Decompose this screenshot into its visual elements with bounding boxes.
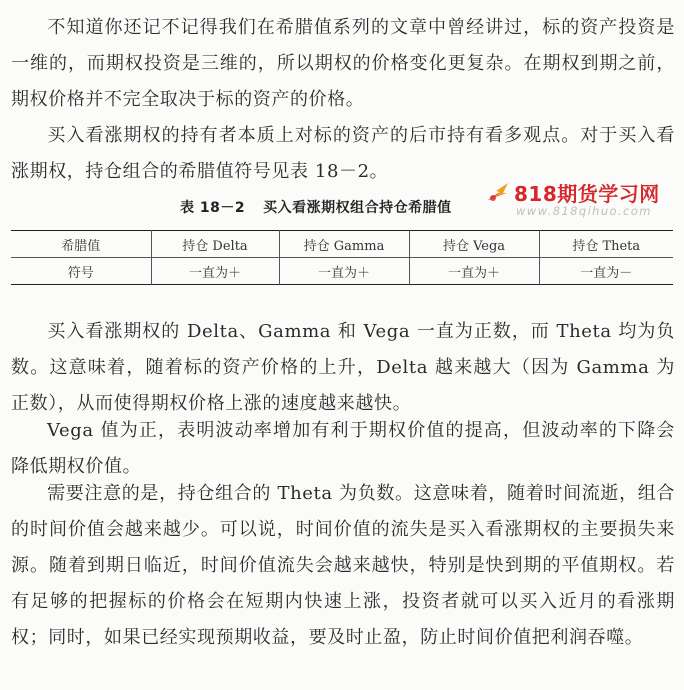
paragraph-5-text: 需要注意的是，持仓组合的 Theta 为负数。这意味着，随着时间流逝，组合的时间价值会越来越少。可以说，时间价值的流失是买入看涨期权的主要损失来源。随着到期日临近，时间价值流失会越来越快，特别是快到期的平值期权。若有足够的把握标的价格会在短期内快速上涨，投资者就可以买入近月的看涨期权；同时，如果已经实现预期收益，要及时止盈，防止时间价值把利润吞噬。 [11,483,675,648]
watermark-title: 818期货学习网 [514,182,660,206]
table-header-cell: 持仓 Theta [539,231,673,258]
paragraph-1-text: 不知道你还记不记得我们在希腊值系列的文章中曾经讲过，标的资产投资是一维的，而期权投资是三维的，所以期权的价格变化更复杂。在期权到期之前，期权价格并不完全取决于标的资产的价格。 [11,17,675,110]
table-caption [180,197,452,217]
table-cell: 符号 [67,265,94,281]
table-header-cell: 持仓 Delta [151,231,279,258]
paragraph-3-text: 买入看涨期权的 Delta、Gamma 和 Vega 一直为正数，而 Theta 均为负数。这意味着，随着标的资产价格的上升，Delta 越来越大（因为 Gamma 为正数），从而使得期权价格上涨的速度越来越快。 [11,321,675,414]
paragraph-5 [11,476,675,656]
paragraph-3 [11,314,675,422]
table-caption-number: 表 18－2 [180,200,246,216]
greeks-table [11,230,673,285]
table-cell: 一直为＋ [151,258,279,285]
table-cell: 一直为＋ [409,258,539,285]
table-header-cell: 持仓 Gamma [279,231,409,258]
paragraph-1 [11,10,675,118]
table-row [11,258,673,285]
site-watermark [486,178,662,222]
table-cell: 一直为－ [539,258,673,285]
watermark-url: www.818qihuo.com [516,204,652,218]
table-cell: 一直为＋ [279,258,409,285]
table-caption-title: 买入看涨期权组合持仓希腊值 [263,200,452,216]
table-header-cell: 持仓 Vega [409,231,539,258]
flame-arrow-logo-icon [486,180,512,204]
paragraph-4 [11,413,675,485]
paragraph-4-text: Vega 值为正，表明波动率增加有利于期权价值的提高，但波动率的下降会降低期权价值。 [11,420,675,477]
table-header-cell: 希腊值 [61,238,101,254]
paragraph-2-text: 买入看涨期权的持有者本质上对标的资产的后市持有看多观点。对于买入看涨期权，持仓组合的希腊值符号见表 18－2。 [11,125,675,182]
table-header-row [11,231,673,258]
